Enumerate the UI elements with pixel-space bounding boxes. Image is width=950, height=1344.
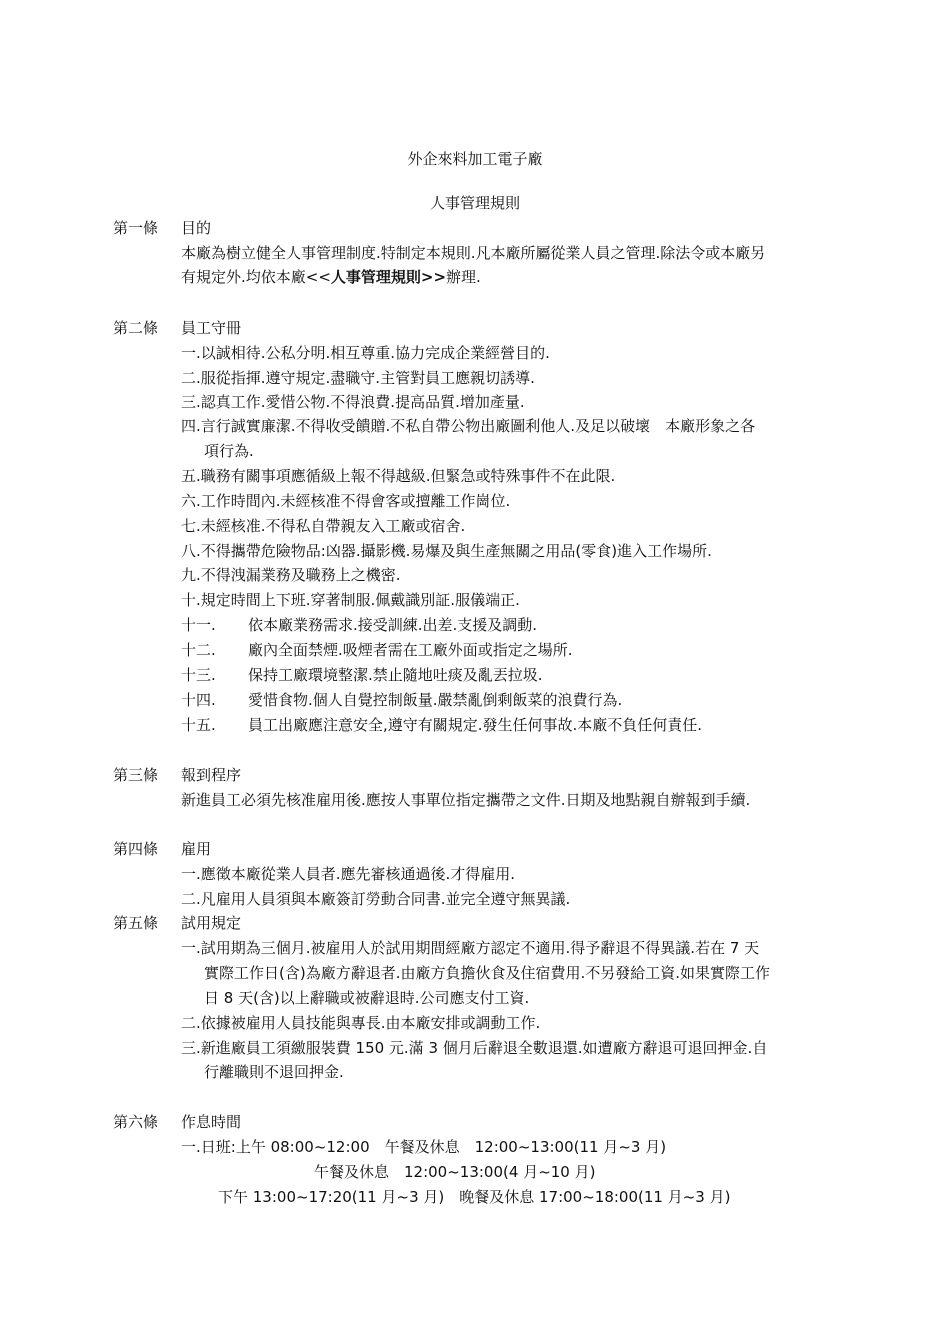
list-item: 一.應徵本廠從業人員者.應先審核通過後.才得雇用.	[181, 865, 516, 883]
article-6-number: 第六條	[113, 1113, 159, 1131]
document-title: 人事管理規則	[429, 194, 520, 212]
list-item: 五.職務有關事項應循級上報不得越級.但緊急或特殊事件不在此限.	[181, 467, 616, 485]
list-item: 依本廠業務需求.接受訓練.出差.支援及調動.	[248, 616, 538, 634]
list-item: 一.以誠相待.公私分明.相互尊重.協力完成企業經營目的.	[181, 344, 550, 362]
text-run: 有規定外.均依本廠<<	[181, 268, 331, 286]
article-3-number: 第三條	[113, 766, 159, 784]
list-item-number: 十四.	[181, 691, 216, 709]
list-item-number: 十三.	[181, 666, 216, 684]
list-item: 二.依據被雇用人員技能與專長.由本廠安排或調動工作.	[181, 1014, 541, 1032]
list-item: 一.試用期為三個月.被雇用人於試用期間經廠方認定不適用.得予辭退不得異議.若在 7 天	[181, 939, 760, 957]
list-item: 三.新進廠員工須繳服裝費 150 元.滿 3 個月后辭退全數退還.如遭廠方辭退可退回押金.自	[181, 1039, 768, 1057]
article-5-title: 試用規定	[181, 914, 242, 932]
list-item: 二.凡雇用人員須與本廠簽訂勞動合同書.並完全遵守無異議.	[181, 890, 571, 908]
schedule-line: 下午 13:00~17:20(11 月~3 月) 晚餐及休息 17:00~18:00(11 月~3 月)	[218, 1188, 731, 1206]
article-4-title: 雇用	[181, 840, 212, 858]
article-2-number: 第二條	[113, 319, 159, 337]
article-3-text: 新進員工必須先核准雇用後.應按人事單位指定攜帶之文件.日期及地點親自辦報到手續.	[181, 791, 751, 809]
list-item: 保持工廠環境整潔.禁止隨地吐痰及亂丟拉圾.	[248, 666, 543, 684]
list-item: 九.不得洩漏業務及職務上之機密.	[181, 566, 401, 584]
list-item: 八.不得攜帶危險物品:凶器.攝影機.易爆及與生產無關之用品(零食)進入工作場所.	[181, 542, 712, 560]
list-item-continuation: 項行為.	[204, 442, 254, 460]
article-1-text: 本廠為樹立健全人事管理制度.特制定本規則.凡本廠所屬從業人員之管理.除法令或本廠另	[181, 244, 766, 262]
article-1-text-line2	[181, 266, 481, 287]
article-4-number: 第四條	[113, 840, 159, 858]
list-item: 六.工作時間內.未經核准不得會客或擅離工作崗位.	[181, 492, 511, 510]
company-name: 外企來料加工電子廠	[407, 150, 543, 168]
article-6-title: 作息時間	[181, 1113, 242, 1131]
list-item: 員工出廠應注意安全,遵守有關規定.發生任何事故.本廠不負任何責任.	[248, 716, 703, 734]
list-item: 廠內全面禁煙.吸煙者需在工廠外面或指定之場所.	[248, 641, 573, 659]
list-item-number: 十一.	[181, 616, 216, 634]
list-item: 三.認真工作.愛惜公物.不得浪費.提高品質.增加產量.	[181, 393, 525, 411]
bold-text-run: 人事管理規則>>	[330, 268, 447, 286]
article-3-title: 報到程序	[181, 766, 242, 784]
schedule-line: 午餐及休息 12:00~13:00(4 月~10 月)	[314, 1163, 596, 1181]
list-item: 四.言行誠實廉潔.不得收受饋贈.不私自帶公物出廠圖利他人.及足以破壞 本廠形象之各	[181, 417, 756, 435]
list-item: 愛惜食物.個人自覺控制飯量.嚴禁亂倒剩飯菜的浪費行為.	[248, 691, 623, 709]
list-item: 七.未經核准.不得私自帶親友入工廠或宿舍.	[181, 517, 466, 535]
article-2-title: 員工守冊	[181, 319, 242, 337]
list-item-number: 十二.	[181, 641, 216, 659]
article-1-number: 第一條	[113, 219, 159, 237]
list-item-number: 十五.	[181, 716, 216, 734]
article-1-title: 目的	[181, 219, 212, 237]
list-item-continuation: 日 8 天(含)以上辭職或被辭退時.公司應支付工資.	[204, 989, 530, 1007]
list-item-continuation: 實際工作日(含)為廠方辭退者.由廠方負擔伙食及住宿費用.不另發給工資.如果實際工作	[204, 964, 771, 982]
list-item: 十.規定時間上下班.穿著制服.佩戴識別証.服儀端正.	[181, 591, 520, 609]
article-5-number: 第五條	[113, 914, 159, 932]
schedule-line: 一.日班:上午 08:00~12:00 午餐及休息 12:00~13:00(11 月~3 月)	[181, 1138, 667, 1156]
text-run: 辦理.	[446, 268, 481, 286]
list-item: 二.服從指揮.遵守規定.盡職守.主管對員工應親切誘導.	[181, 369, 535, 387]
list-item-continuation: 行離職則不退回押金.	[204, 1063, 344, 1081]
